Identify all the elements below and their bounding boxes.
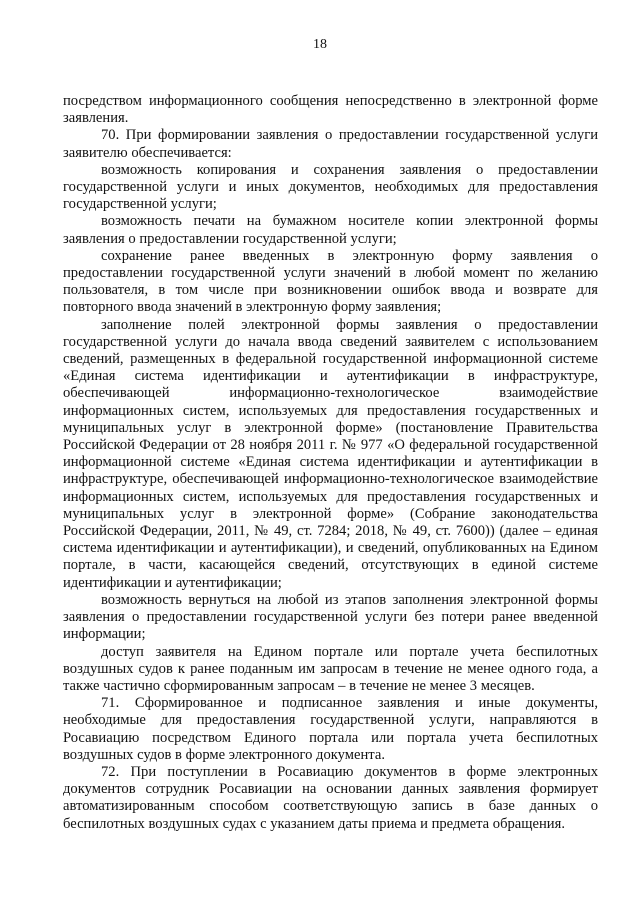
paragraph: возможность вернуться на любой из этапов заполнения электронной формы заявления о предоставлении государственной услуги без потери ранее введенной информации; [63,591,598,643]
paragraph: сохранение ранее введенных в электронную форму заявления о предоставлении государственной услуги значений в любой момент по желанию пользователя, в том числе при возникновении ошибок ввода и возврате для повторного ввода значений в электронную форму заявления; [63,247,598,316]
paragraph: посредством информационного сообщения непосредственно в электронной форме заявления. [63,93,598,127]
paragraph: заполнение полей электронной формы заявления о предоставлении государственной услуги до начала ввода сведений заявителем с использованием сведений, размещенных в федеральной государственной информационной системе «Единая система идентификации и аутентификации в инфраструктуре, обеспечивающей информационно-технологическое взаимодействие информационных систем, используемых для предоставления государственных и муниципальных услуг в электронной форме» (постановление Правительства Российской Федерации от 28 ноября 2011 г. № 977 «О федеральной государственной информационной системе «Единая система идентификации и аутентификации в инфраструктуре, обеспечивающей информационно-технологическое взаимодействие информационных систем, используемых для предоставления государственных и муниципальных услуг в электронной форме» (Собрание законодательства Российской Федерации, 2011, № 49, ст. 7284; 2018, № 49, ст. 7600)) (далее – единая система идентификации и аутентификации), и сведений, опубликованных на Едином портале, в части, касающейся сведений, отсутствующих в единой системе идентификации и аутентификации; [63,316,598,591]
document-body [63,93,598,833]
paragraph: 72. При поступлении в Росавиацию документов в форме электронных документов сотрудник Росавиации на основании данных заявления формирует автоматизированным способом соответствующую запись в базе данных о беспилотных воздушных судах с указанием даты приема и предмета обращения. [63,763,598,832]
paragraph: доступ заявителя на Едином портале или портале учета беспилотных воздушных судов к ранее поданным им запросам в течение не менее одного года, а также частично сформированным запросам – в течение не менее 3 месяцев. [63,643,598,694]
paragraph: возможность печати на бумажном носителе копии электронной формы заявления о предоставлении государственной услуги; [63,213,598,247]
paragraph: 71. Сформированное и подписанное заявления и иные документы, необходимые для предоставления государственной услуги, направляются в Росавиацию посредством Единого портала или портала учета беспилотных воздушных судов в форме электронного документа. [63,695,598,763]
paragraph: 70. При формировании заявления о предоставлении государственной услуги заявителю обеспечивается: [63,127,598,161]
paragraph: возможность копирования и сохранения заявления о предоставлении государственной услуги и иных документов, необходимых для предоставления государственной услуги; [63,161,598,213]
page-number: 18 [313,37,327,52]
